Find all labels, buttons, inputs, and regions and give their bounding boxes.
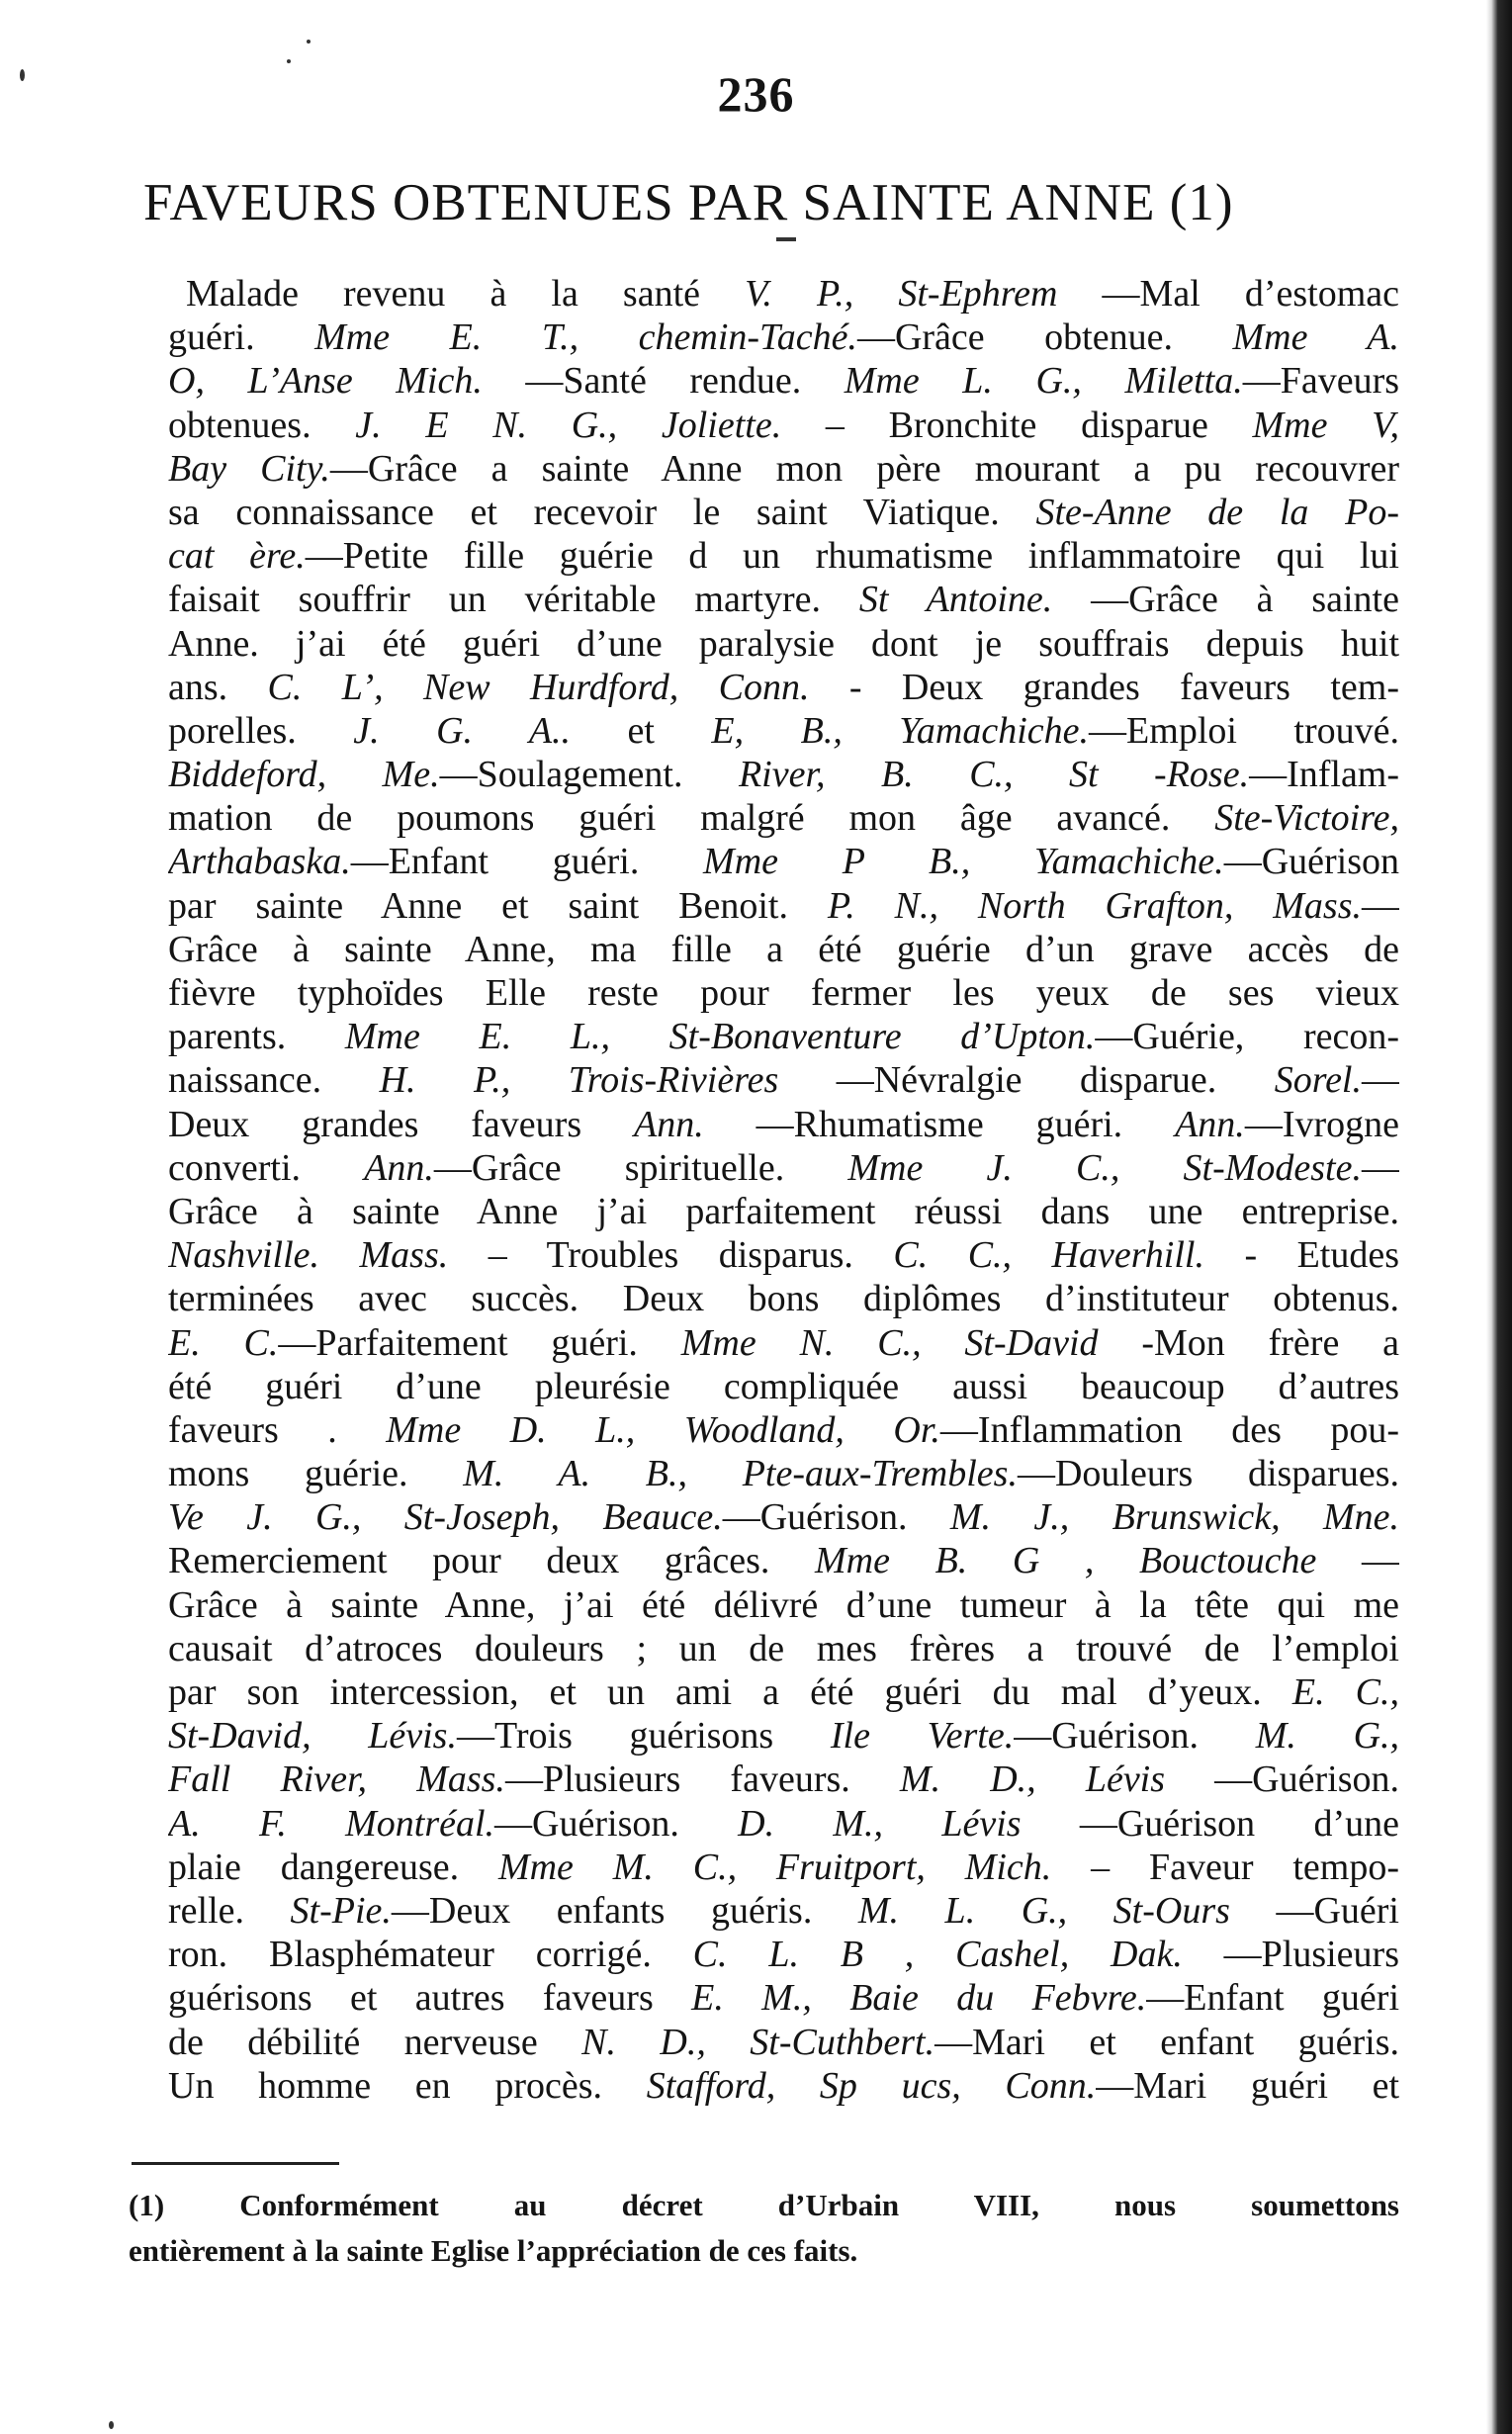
name-place-italic: C. L. B , Cashel, Dak.: [692, 1934, 1183, 1976]
title-mark: [776, 237, 796, 241]
text-line: [168, 1976, 1399, 2020]
name-place-italic: O, L’Anse Mich.: [168, 360, 483, 403]
footnote-line: entièrement à la sainte Eglise l’appréciation de ces faits.: [129, 2233, 858, 2268]
text-line: [168, 1714, 1399, 1758]
name-place-italic: cat ère.: [168, 535, 306, 578]
page-edge-shadow: [1486, 0, 1512, 2434]
text-line: [168, 1933, 1399, 1976]
text-line: [168, 491, 1399, 534]
text-line: [168, 2021, 1399, 2064]
text-run: -Mon frère a: [1098, 1321, 1399, 1364]
text-line: [168, 404, 1399, 447]
text-run: —Grâce a sainte Anne mon père mourant a pu recouvrer: [329, 447, 1399, 490]
name-place-italic: D. M., Lévis: [738, 1802, 1022, 1845]
text-run: - Etudes: [1203, 1234, 1399, 1277]
text-line: [168, 1846, 1399, 1889]
text-line: [168, 272, 1399, 316]
text-run: —Mari et enfant guéris.: [934, 2021, 1399, 2063]
name-place-italic: M. J., Brunswick, Mne.: [949, 1496, 1399, 1539]
text-line: [168, 1365, 1399, 1408]
name-place-italic: Bay City.: [168, 447, 330, 490]
text-run: guérisons et autres faveurs: [168, 1977, 692, 2020]
name-place-italic: E. M., Baie du Febvre.: [691, 1977, 1147, 2020]
text-line: [168, 1627, 1399, 1670]
text-run: —Guérison.: [494, 1802, 739, 1845]
text-run: —Deux enfants guéris.: [391, 1889, 858, 1932]
text-run: naissance.: [168, 1059, 380, 1102]
name-place-italic: St Antoine.: [858, 579, 1053, 621]
name-place-italic: Ann.: [634, 1103, 704, 1145]
text-line: [168, 1583, 1399, 1627]
name-place-italic: J. G. A..: [353, 709, 572, 752]
name-place-italic: Mme D. L., Woodland, Or.: [386, 1408, 940, 1451]
text-run: —Guérie, recon-: [1095, 1016, 1399, 1058]
text-run: par son intercession, et un ami a été guéri du mal d’yeux.: [168, 1671, 1292, 1713]
name-place-italic: M. A. B., Pte-aux-Trembles.: [463, 1453, 1018, 1495]
name-place-italic: M. D., Lévis: [899, 1758, 1166, 1801]
text-run: —Parfaitement guéri.: [278, 1321, 681, 1364]
text-run: ans.: [168, 666, 268, 708]
text-run: de débilité nerveuse: [168, 2021, 582, 2063]
name-place-italic: J. E N. G., Joliette.: [355, 404, 782, 446]
text-run: —Emploi trouvé.: [1089, 709, 1399, 752]
text-run: - Deux grandes faveurs tem-: [809, 666, 1399, 708]
text-line: [168, 1802, 1399, 1846]
name-place-italic: Ann.: [364, 1146, 434, 1189]
favors-text-block: [168, 272, 1399, 2108]
text-line: [168, 1452, 1399, 1495]
name-place-italic: Ann.: [1175, 1103, 1245, 1145]
text-run: relle.: [168, 1889, 291, 1932]
text-line: [168, 1103, 1399, 1146]
text-run: —: [1362, 884, 1399, 927]
text-run: —: [1362, 1059, 1399, 1102]
text-run: —Plusieurs faveurs.: [504, 1758, 900, 1801]
text-run: —Plusieurs: [1182, 1934, 1399, 1976]
text-line: [168, 316, 1399, 359]
text-run: —: [1316, 1540, 1399, 1582]
text-run: Anne. j’ai été guéri d’une paralysie dont je souffrais depuis huit: [168, 622, 1399, 665]
text-run: – Faveur tempo-: [1051, 1846, 1399, 1888]
name-place-italic: Mme P B., Yamachiche.: [703, 841, 1224, 883]
text-run: mons guérie.: [168, 1453, 464, 1495]
text-run: —: [1361, 1146, 1399, 1189]
text-line: [168, 1277, 1399, 1320]
text-run: —Guéri: [1229, 1889, 1399, 1932]
name-place-italic: St-Pie.: [290, 1889, 392, 1932]
text-run: —Enfant guéri: [1146, 1977, 1399, 2020]
text-run: —Grâce spirituelle.: [433, 1146, 848, 1189]
text-run: Deux grandes faveurs: [168, 1103, 634, 1145]
text-run: ron. Blasphémateur corrigé.: [168, 1934, 693, 1976]
text-run: —Inflam-: [1249, 754, 1399, 796]
text-run: —Mari guéri et: [1096, 2064, 1399, 2107]
text-run: —Soulagement.: [439, 754, 739, 796]
text-run: Malade revenu à la santé: [186, 273, 746, 315]
text-run: porelles.: [168, 709, 354, 752]
text-run: —Enfant guéri.: [350, 841, 704, 883]
text-run: —Rhumatisme guéri.: [703, 1103, 1176, 1145]
text-line: [168, 359, 1399, 403]
name-place-italic: M. L. G., St-Ours: [857, 1889, 1230, 1932]
text-run: —Névralgie disparue.: [778, 1059, 1275, 1102]
text-run: – Bronchite disparue: [781, 404, 1253, 446]
text-line: [168, 1408, 1399, 1452]
text-line: [168, 928, 1399, 971]
name-place-italic: Ve J. G., St-Joseph, Beauce.: [168, 1496, 723, 1539]
text-run: —Santé rendue.: [482, 360, 845, 403]
text-line: [168, 753, 1399, 796]
text-run: —Guérison: [1223, 841, 1399, 883]
text-run: parents.: [168, 1016, 345, 1058]
name-place-italic: Nashville. Mass.: [168, 1234, 449, 1277]
text-line: [168, 447, 1399, 491]
text-run: sa connaissance et recevoir le saint Viatique.: [168, 491, 1036, 533]
scan-speck: [109, 2421, 114, 2429]
name-place-italic: H. P., Trois-Rivières: [379, 1059, 779, 1102]
text-run: – Troubles disparus.: [448, 1234, 894, 1277]
text-line: [168, 884, 1399, 928]
text-line: [168, 709, 1399, 753]
name-place-italic: Ile Verte.: [830, 1715, 1015, 1758]
page-title: FAVEURS OBTENUES PAR SAINTE ANNE (1): [143, 174, 1234, 231]
name-place-italic: Ste-Anne de la Po-: [1035, 491, 1399, 533]
text-line: [168, 1321, 1399, 1365]
name-place-italic: Mme M. C., Fruitport, Mich.: [497, 1846, 1052, 1888]
text-run: —Douleurs disparues.: [1017, 1453, 1399, 1495]
text-run: fièvre typhoïdes Elle reste pour fermer les yeux de ses vieux: [168, 972, 1399, 1014]
text-line: [168, 1146, 1399, 1190]
text-line: [168, 1015, 1399, 1058]
text-run: mation de poumons guéri malgré mon âge avancé.: [168, 797, 1215, 840]
name-place-italic: M. G.,: [1255, 1715, 1399, 1758]
text-line: [168, 534, 1399, 578]
name-place-italic: Mme L. G., Miletta.: [844, 360, 1243, 403]
name-place-italic: Arthabaska.: [168, 841, 351, 883]
name-place-italic: N. D., St-Cuthbert.: [581, 2021, 935, 2063]
text-run: Grâce à sainte Anne, ma fille a été guérie d’un grave accès de: [168, 928, 1399, 970]
text-run: —Grâce à sainte: [1052, 579, 1399, 621]
text-run: guéri.: [168, 316, 315, 359]
text-run: terminées avec succès. Deux bons diplômes d’instituteur obtenus.: [168, 1278, 1399, 1320]
name-place-italic: Mme A.: [1232, 316, 1399, 359]
text-run: —Petite fille guérie d un rhumatisme inflammatoire qui lui: [305, 535, 1399, 578]
name-place-italic: Stafford, Sp ucs, Conn.: [646, 2064, 1097, 2107]
text-run: —Guérison.: [722, 1496, 950, 1539]
text-run: été guéri d’une pleurésie compliquée aussi beaucoup d’autres: [168, 1365, 1399, 1407]
text-run: —Mal d’estomac: [1057, 273, 1399, 315]
name-place-italic: V. P., St-Ephrem: [745, 273, 1058, 315]
name-place-italic: Fall River, Mass.: [168, 1758, 505, 1801]
scan-speck: [287, 59, 291, 63]
name-place-italic: River, B. C., St -Rose.: [738, 754, 1250, 796]
text-line: [168, 1889, 1399, 1933]
name-place-italic: E, B., Yamachiche.: [711, 709, 1090, 752]
text-line: [168, 666, 1399, 709]
name-place-italic: Mme V,: [1252, 404, 1399, 446]
text-line: [168, 1058, 1399, 1102]
text-run: faisait souffrir un véritable martyre.: [168, 579, 859, 621]
name-place-italic: Mme E. T., chemin-Taché.: [314, 316, 857, 359]
name-place-italic: C. C., Haverhill.: [893, 1234, 1204, 1277]
name-place-italic: E. C.: [168, 1321, 279, 1364]
name-place-italic: E. C.,: [1291, 1671, 1399, 1713]
text-run: —Guérison.: [1165, 1758, 1399, 1801]
name-place-italic: P. N., North Grafton, Mass.: [827, 884, 1363, 927]
name-place-italic: Mme N. C., St-David: [680, 1321, 1099, 1364]
text-line: [168, 1758, 1399, 1801]
name-place-italic: A. F. Montréal.: [168, 1802, 495, 1845]
text-run: plaie dangereuse.: [168, 1846, 498, 1888]
text-line: [168, 1233, 1399, 1277]
text-run: causait d’atroces douleurs ; un de mes frères a trouvé de l’emploi: [168, 1627, 1399, 1669]
footnote-rule: [132, 2162, 339, 2165]
text-run: Un homme en procès.: [168, 2064, 647, 2107]
scan-speck: [307, 40, 311, 44]
text-run: —Ivrogne: [1244, 1103, 1399, 1145]
text-run: Grâce à sainte Anne j’ai parfaitement réussi dans une entreprise.: [168, 1190, 1399, 1232]
text-run: Grâce à sainte Anne, j’ai été délivré d’une tumeur à la tête qui me: [168, 1583, 1399, 1626]
text-run: —Trois guérisons: [456, 1715, 831, 1758]
text-line: [168, 1539, 1399, 1582]
name-place-italic: Biddeford, Me.: [168, 754, 440, 796]
footnote-line: (1) Conformément au décret d’Urbain VIII, nous soumettons: [129, 2188, 1399, 2222]
name-place-italic: C. L’, New Hurdford, Conn.: [267, 666, 810, 708]
name-place-italic: Mme B. G , Bouctouche: [815, 1540, 1317, 1582]
name-place-italic: Sorel.: [1274, 1059, 1362, 1102]
text-line: [168, 578, 1399, 621]
footnote: [129, 2183, 1399, 2274]
text-run: par sainte Anne et saint Benoit.: [168, 884, 828, 927]
text-run: —Inflammation des pou-: [939, 1408, 1399, 1451]
text-run: faveurs .: [168, 1408, 387, 1451]
text-run: Remerciement pour deux grâces.: [168, 1540, 816, 1582]
name-place-italic: St-David, Lévis.: [168, 1715, 457, 1758]
text-run: converti.: [168, 1146, 365, 1189]
text-line: [168, 971, 1399, 1015]
text-run: —Guérison.: [1014, 1715, 1256, 1758]
text-line: [168, 622, 1399, 666]
text-line: [168, 796, 1399, 840]
text-run: —Faveurs: [1242, 360, 1399, 403]
text-run: obtenues.: [168, 404, 356, 446]
text-line: [168, 2064, 1399, 2108]
text-run: —Guérison d’une: [1021, 1802, 1399, 1845]
name-place-italic: Mme J. C., St-Modeste.: [847, 1146, 1362, 1189]
name-place-italic: Ste-Victoire,: [1214, 797, 1399, 840]
text-line: [168, 1495, 1399, 1539]
text-run: —Grâce obtenue.: [856, 316, 1233, 359]
text-line: [168, 1670, 1399, 1714]
page-number: 236: [717, 66, 795, 122]
text-run: et: [571, 709, 712, 752]
name-place-italic: Mme E. L., St-Bonaventure d’Upton.: [344, 1016, 1096, 1058]
text-line: [168, 840, 1399, 883]
text-line: [168, 1190, 1399, 1233]
